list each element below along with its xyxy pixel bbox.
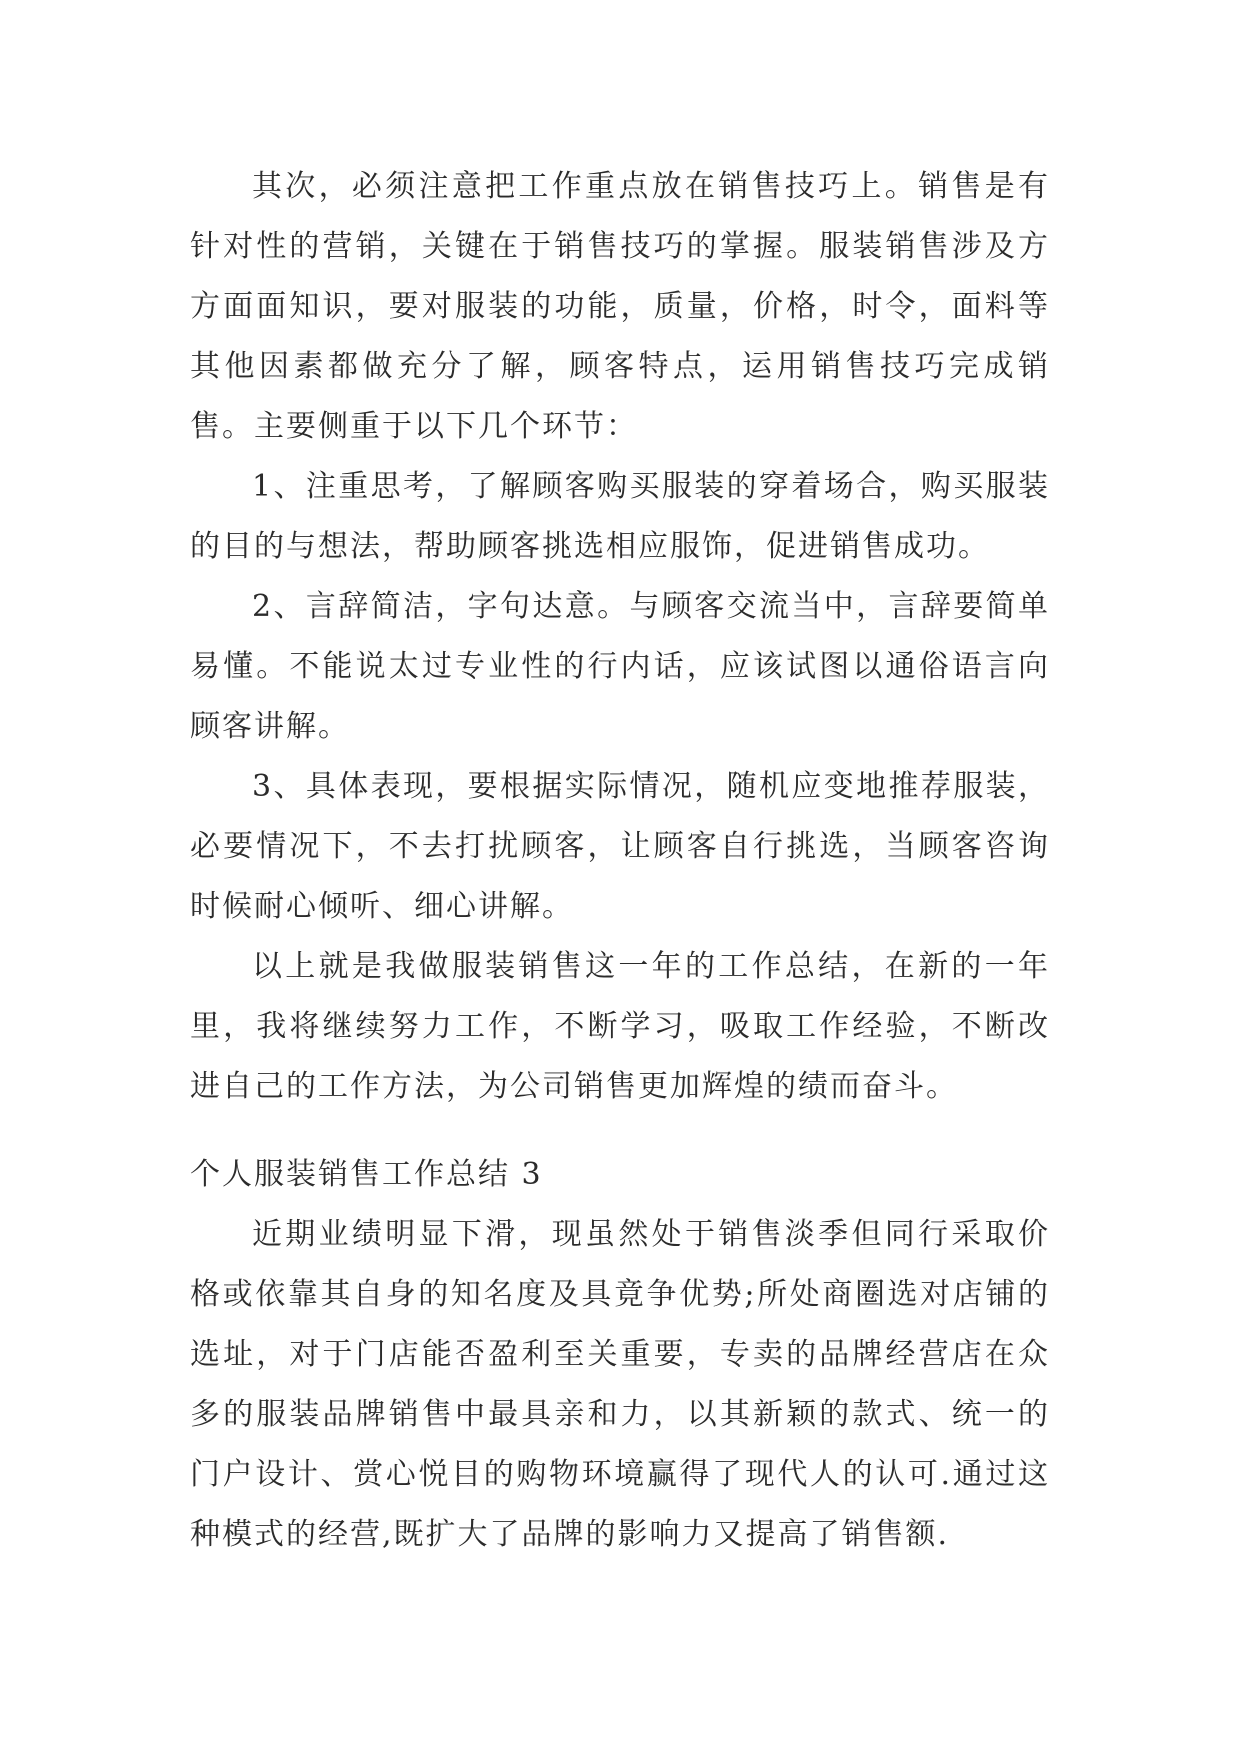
paragraph-point-3: 3、具体表现，要根据实际情况，随机应变地推荐服装，必要情况下，不去打扰顾客，让顾客自行挑选，当顾客咨询时候耐心倾听、细心讲解。: [190, 769, 1050, 924]
paragraph-section-3-intro: 近期业绩明显下滑，现虽然处于销售淡季但同行采取价格或依靠其自身的知名度及具竟争优势;所处商圈选对店铺的选址，对于门店能否盈利至关重要，专卖的品牌经营店在众多的服装品牌销售中最具亲和力，以其新颖的款式、统一的门户设计、赏心悦目的购物环境赢得了现代人的认可.通过这种模式的经营,既扩大了品牌的影响力又提高了销售额.: [190, 1217, 1050, 1552]
paragraph-point-2: 2、言辞简洁，字句达意。与顾客交流当中，言辞要简单易懂。不能说太过专业性的行内话，应该试图以通俗语言向顾客讲解。: [190, 589, 1050, 744]
paragraph-point-1: 1、注重思考，了解顾客购买服装的穿着场合，购买服装的目的与想法，帮助顾客挑选相应服饰，促进销售成功。: [190, 469, 1050, 564]
paragraph-conclusion: 以上就是我做服装销售这一年的工作总结，在新的一年里，我将继续努力工作，不断学习，吸取工作经验，不断改进自己的工作方法，为公司销售更加辉煌的绩而奋斗。: [190, 949, 1050, 1104]
paragraph-sales-skills: 其次，必须注意把工作重点放在销售技巧上。销售是有针对性的营销，关键在于销售技巧的掌握。服装销售涉及方方面面知识，要对服装的功能，质量，价格，时令，面料等其他因素都做充分了解，顾客特点，运用销售技巧完成销售。主要侧重于以下几个环节：: [190, 169, 1050, 444]
section-heading: 个人服装销售工作总结 3: [190, 1157, 543, 1192]
